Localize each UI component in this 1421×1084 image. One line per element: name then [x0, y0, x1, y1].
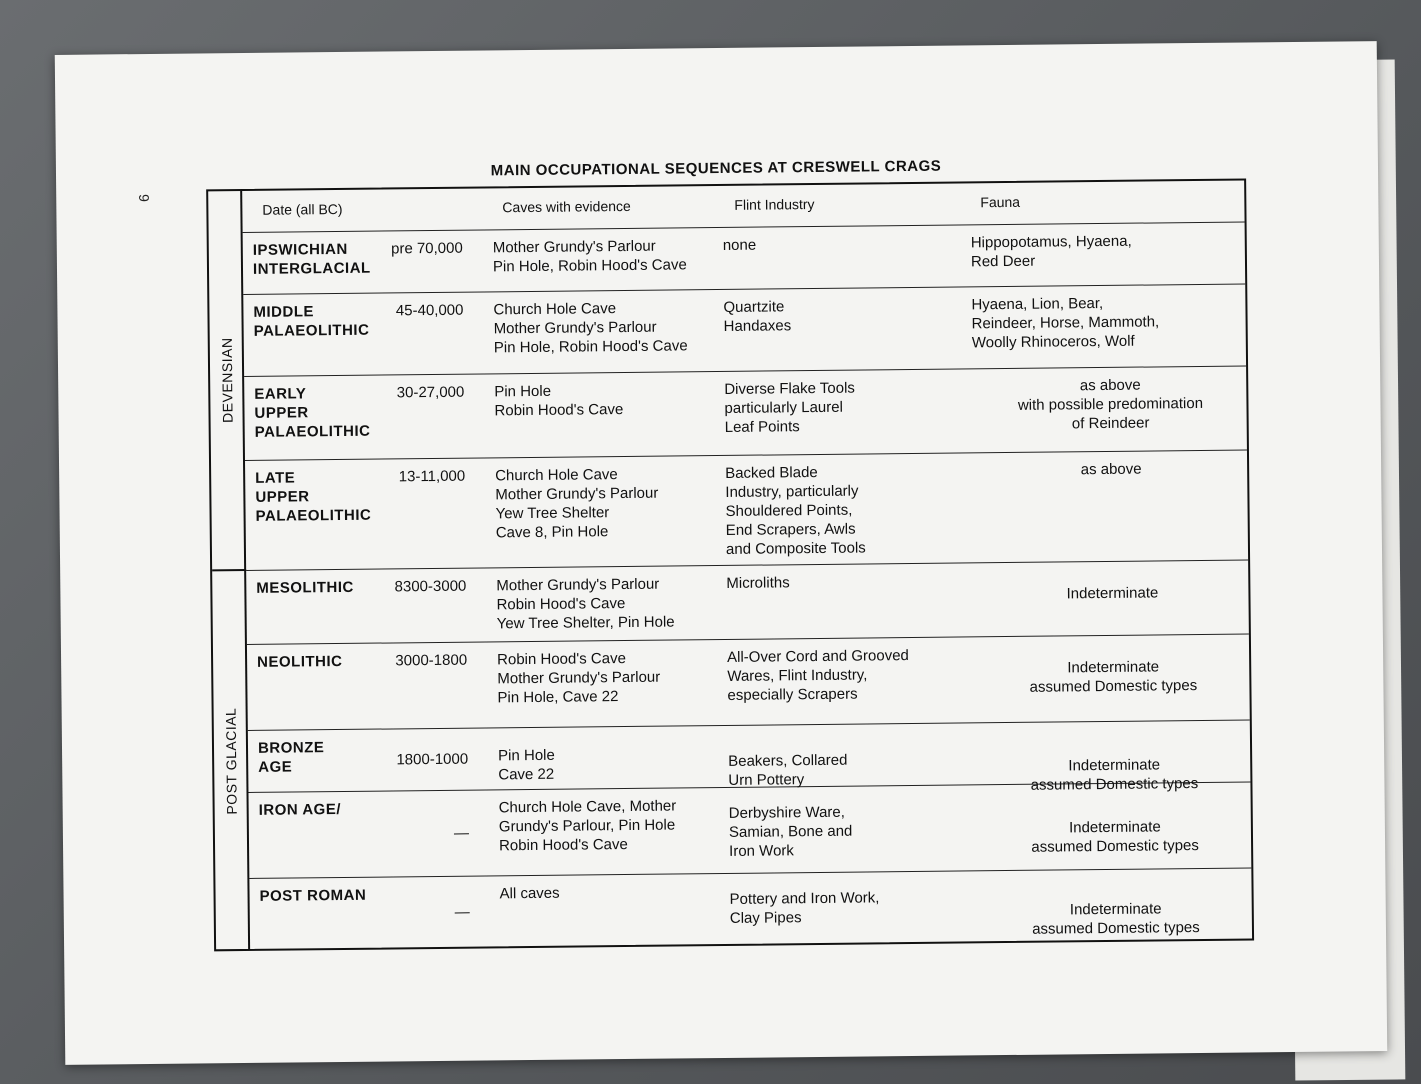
flint-cell-line: and Composite Tools — [725, 539, 866, 558]
flint-cell-line: Iron Work — [729, 842, 794, 860]
fauna-cell-line: Indeterminate — [1067, 658, 1160, 677]
caves-cell-line: Cave 8, Pin Hole — [495, 523, 609, 542]
period-name-line: MESOLITHIC — [256, 578, 354, 597]
flint-cell-line: Handaxes — [723, 317, 792, 335]
flint-cell-line: none — [722, 236, 757, 254]
period-name-line: PALAEOLITHIC — [255, 506, 372, 525]
flint-cell — [723, 233, 961, 254]
table-row — [249, 868, 1252, 950]
caves-cell-line: Grundy's Parlour, Pin Hole — [498, 816, 676, 836]
fauna-cell-line: as above — [1079, 376, 1141, 395]
table-row — [244, 366, 1247, 460]
fauna-cell — [975, 656, 1251, 697]
period-date-line: pre 70,000 — [390, 239, 463, 258]
flint-cell-line: End Scrapers, Awls — [725, 520, 856, 539]
fauna-cell-line: Indeterminate — [1068, 818, 1161, 837]
flint-cell-line: Samian, Bone and — [728, 822, 853, 841]
flint-cell — [724, 377, 963, 436]
table-row — [245, 450, 1248, 570]
period-name — [254, 384, 370, 442]
caves-cell-line: Robin Hood's Cave — [497, 650, 626, 669]
period-name-line: LATE — [255, 469, 296, 487]
table-row — [248, 782, 1251, 878]
caves-cell-line: All caves — [499, 884, 560, 903]
caves-cell — [499, 796, 725, 855]
caves-cell-line: Robin Hood's Cave — [494, 401, 624, 420]
flint-cell — [730, 887, 968, 927]
period-date — [359, 239, 463, 259]
epoch-post-glacial — [212, 571, 250, 951]
fauna-cell-line: with possible predomination — [1017, 394, 1204, 414]
fauna-cell — [973, 458, 1249, 480]
fauna-cell-line: assumed Domestic types — [1029, 677, 1198, 696]
caves-cell — [494, 380, 719, 420]
caves-cell-line: Mother Grundy's Parlour — [492, 237, 656, 257]
caves-cell — [496, 574, 722, 633]
fauna-cell — [972, 374, 1249, 434]
period-date-line: 8300-3000 — [394, 577, 467, 596]
fauna-cell — [978, 898, 1254, 939]
flint-cell — [728, 749, 966, 789]
caves-cell-line: Church Hole Cave — [493, 300, 617, 319]
period-date-line: 3000-1800 — [395, 651, 468, 670]
caves-cell-line: Mother Grundy's Parlour — [495, 484, 659, 504]
flint-cell-line: Microliths — [726, 574, 790, 592]
epoch-label-devensian: DEVENSIAN — [218, 337, 236, 423]
period-date-line: 13-11,000 — [398, 467, 466, 486]
header-date: Date (all BC) — [262, 200, 343, 218]
period-name — [259, 886, 366, 906]
table-row — [243, 284, 1246, 376]
period-name-line: AGE — [258, 758, 293, 776]
caves-cell-line: Robin Hood's Cave — [498, 835, 628, 855]
period-name — [257, 652, 343, 672]
period-name-line: IPSWICHIAN — [252, 240, 348, 259]
period-name-line: PALAEOLITHIC — [253, 321, 370, 340]
table-title: MAIN OCCUPATIONAL SEQUENCES AT CRESWELL CRAGS — [490, 157, 942, 180]
flint-cell — [727, 645, 966, 704]
period-name-line: EARLY — [254, 385, 307, 403]
period-date — [359, 301, 463, 321]
fauna-cell-line: assumed Domestic types — [1032, 919, 1200, 938]
period-date — [361, 467, 465, 487]
fauna-cell — [974, 582, 1250, 604]
flint-cell-line: Diverse Flake Tools — [724, 379, 855, 398]
period-name — [256, 578, 354, 598]
flint-cell-line: Clay Pipes — [729, 909, 802, 927]
period-date — [364, 750, 468, 770]
caves-cell — [495, 464, 721, 542]
caves-cell-line: Church Hole Cave, Mother — [498, 797, 677, 817]
flint-cell-line: All-Over Cord and Grooved — [727, 647, 909, 666]
fauna-cell-line: assumed Domestic types — [1030, 775, 1199, 794]
period-name-line: POST ROMAN — [259, 886, 367, 905]
flint-cell-line: Quartzite — [723, 298, 785, 316]
period-date-line: 30-27,000 — [396, 383, 465, 402]
period-date — [365, 824, 469, 844]
caves-cell-line: Mother Grundy's Parlour — [496, 575, 660, 595]
fauna-cell — [977, 816, 1253, 857]
caves-cell — [499, 882, 724, 903]
fauna-cell-line: Indeterminate — [1068, 756, 1161, 775]
header-fauna: Fauna — [980, 193, 1021, 211]
period-date — [366, 903, 470, 923]
sequence-table — [206, 178, 1254, 951]
flint-cell-line: Shouldered Points, — [725, 501, 853, 520]
caves-cell-line: Pin Hole, Robin Hood's Cave — [492, 256, 687, 276]
fauna-cell — [971, 230, 1247, 271]
caves-cell — [497, 648, 723, 707]
flint-cell-line: particularly Laurel — [724, 398, 843, 417]
flint-cell-line: Industry, particularly — [725, 482, 859, 501]
fauna-cell — [971, 292, 1248, 352]
caves-cell-line: Mother Grundy's Parlour — [497, 668, 661, 688]
flint-cell-line: Pottery and Iron Work, — [729, 889, 880, 908]
table-row — [248, 720, 1251, 792]
header-caves: Caves with evidence — [502, 197, 631, 216]
period-name-line: NEOLITHIC — [257, 652, 343, 671]
flint-cell-line: Urn Pottery — [728, 771, 805, 789]
caves-cell-line: Pin Hole — [498, 746, 555, 765]
table-row — [246, 560, 1249, 644]
fauna-cell-line: Indeterminate — [1069, 900, 1162, 919]
caves-cell-line: Church Hole Cave — [495, 466, 618, 485]
flint-cell-line: especially Scrapers — [727, 685, 858, 704]
period-name-line: BRONZE — [257, 739, 325, 757]
period-date-line: 1800-1000 — [396, 750, 469, 769]
epoch-label-post-glacial: POST GLACIAL — [222, 707, 240, 815]
flint-cell-line: Backed Blade — [725, 463, 818, 482]
fauna-cell-line: Red Deer — [970, 252, 1036, 271]
flint-cell-line: Wares, Flint Industry, — [727, 666, 868, 685]
period-name-line: PALAEOLITHIC — [254, 422, 371, 441]
period-date — [360, 383, 464, 403]
fauna-cell-line: Hyaena, Lion, Bear, — [971, 294, 1104, 314]
epoch-devensian — [208, 191, 246, 571]
fauna-cell-line: Woolly Rhinoceros, Wolf — [971, 332, 1135, 352]
flint-cell — [725, 461, 964, 558]
period-name — [253, 302, 369, 341]
caves-cell — [493, 298, 719, 357]
fauna-cell-line: Indeterminate — [1066, 584, 1159, 603]
table-row — [247, 634, 1250, 730]
flint-cell-line: Beakers, Collared — [728, 751, 848, 770]
caves-cell-line: Robin Hood's Cave — [496, 595, 626, 614]
caves-cell — [493, 236, 718, 276]
period-name — [259, 800, 341, 820]
caves-cell — [498, 744, 723, 784]
caves-cell-line: Yew Tree Shelter — [495, 504, 610, 523]
fauna-cell-line: Reindeer, Horse, Mammoth, — [971, 313, 1160, 333]
fauna-cell-line: Hippopotamus, Hyaena, — [970, 232, 1132, 252]
fauna-cell-line: as above — [1080, 460, 1142, 479]
flint-cell-line: Leaf Points — [724, 418, 800, 436]
table-row — [243, 222, 1246, 294]
flint-cell — [726, 571, 964, 592]
book-page — [55, 41, 1388, 1065]
period-name-line: MIDDLE — [253, 303, 315, 321]
period-date-line: 45-40,000 — [395, 301, 464, 320]
caves-cell-line: Yew Tree Shelter, Pin Hole — [496, 613, 675, 633]
period-name — [253, 240, 371, 279]
flint-cell-line: Derbyshire Ware, — [728, 803, 845, 822]
period-name-line: UPPER — [255, 488, 310, 506]
period-name-line: INTERGLACIAL — [252, 259, 371, 278]
caves-cell-line: Pin Hole, Cave 22 — [497, 688, 619, 707]
period-name-line: UPPER — [254, 404, 309, 422]
period-date — [363, 651, 467, 671]
period-date-line: — — [453, 824, 470, 842]
header-flint: Flint Industry — [734, 196, 815, 213]
period-date-line: — — [454, 903, 470, 921]
flint-cell — [729, 801, 968, 860]
fauna-cell-line: of Reindeer — [1071, 414, 1150, 433]
caves-cell-line: Pin Hole — [494, 382, 552, 401]
period-date — [362, 577, 466, 597]
period-name-line: IRON AGE/ — [258, 800, 342, 819]
period-name — [255, 468, 371, 526]
page-number: 9 — [136, 194, 153, 203]
flint-cell — [723, 295, 961, 335]
fauna-cell-line: assumed Domestic types — [1031, 837, 1199, 856]
caves-cell-line: Mother Grundy's Parlour — [493, 318, 657, 338]
caves-cell-line: Cave 22 — [498, 765, 555, 784]
period-name — [258, 738, 325, 777]
caves-cell-line: Pin Hole, Robin Hood's Cave — [493, 337, 688, 357]
